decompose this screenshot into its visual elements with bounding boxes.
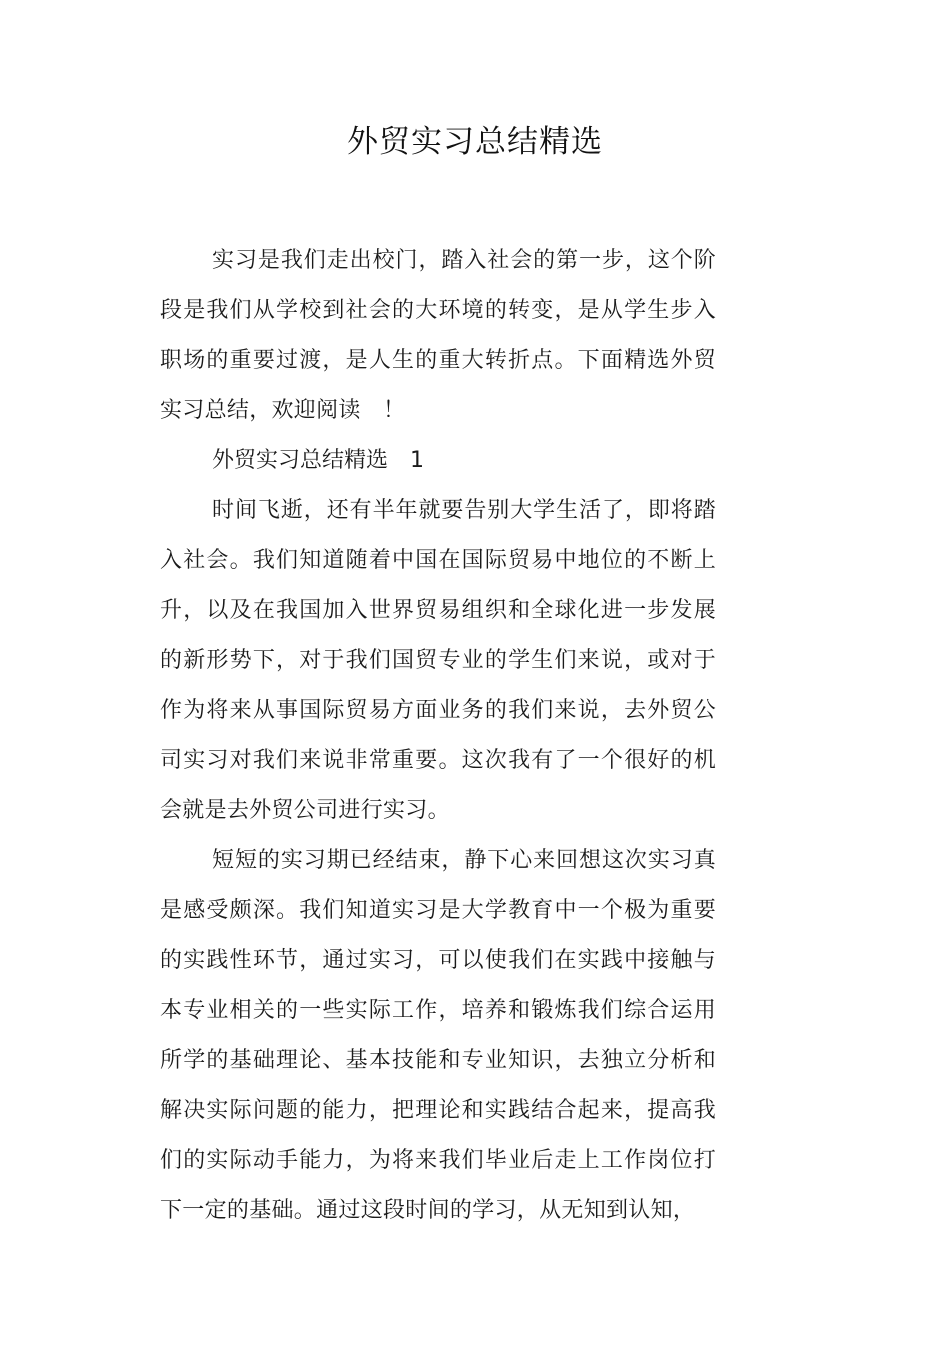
section-number: 1 xyxy=(410,448,425,473)
section-heading-text: 外贸实习总结精选 xyxy=(212,448,389,473)
body-paragraph-2: 短短的实习期已经结束，静下心来回想这次实习真是感受颇深。我们知道实习是大学教育中一个极为重要的实践性环节，通过实习，可以使我们在实践中接触与本专业相关的一些实际工作，培养和锻炼我们综合运用所学的基础理论、基本技能和专业知识，去独立分析和解决实际问题的能力，把理论和实践结合起来，提高我们的实际动手能力，为将来我们毕业后走上工作岗位打下一定的基础。通过这段时间的学习，从无知到认知， xyxy=(160,848,716,1223)
page-title: 外贸实习总结精选 xyxy=(347,124,603,160)
body-paragraph-1: 时间飞逝，还有半年就要告别大学生活了，即将踏入社会。我们知道随着中国在国际贸易中地位的不断上升，以及在我国加入世界贸易组织和全球化进一步发展的新形势下，对于我们国贸专业的学生们来说，或对于作为将来从事国际贸易方面业务的我们来说，去外贸公司实习对我们来说非常重要。这次我有了一个很好的机会就是去外贸公司进行实习。 xyxy=(160,498,716,823)
document-body xyxy=(160,236,716,1236)
section-heading xyxy=(160,436,716,486)
intro-paragraph: 实习是我们走出校门，踏入社会的第一步，这个阶段是我们从学校到社会的大环境的转变，是从学生步入职场的重要过渡，是人生的重大转折点。下面精选外贸实习总结，欢迎阅读 ！ xyxy=(160,248,716,423)
